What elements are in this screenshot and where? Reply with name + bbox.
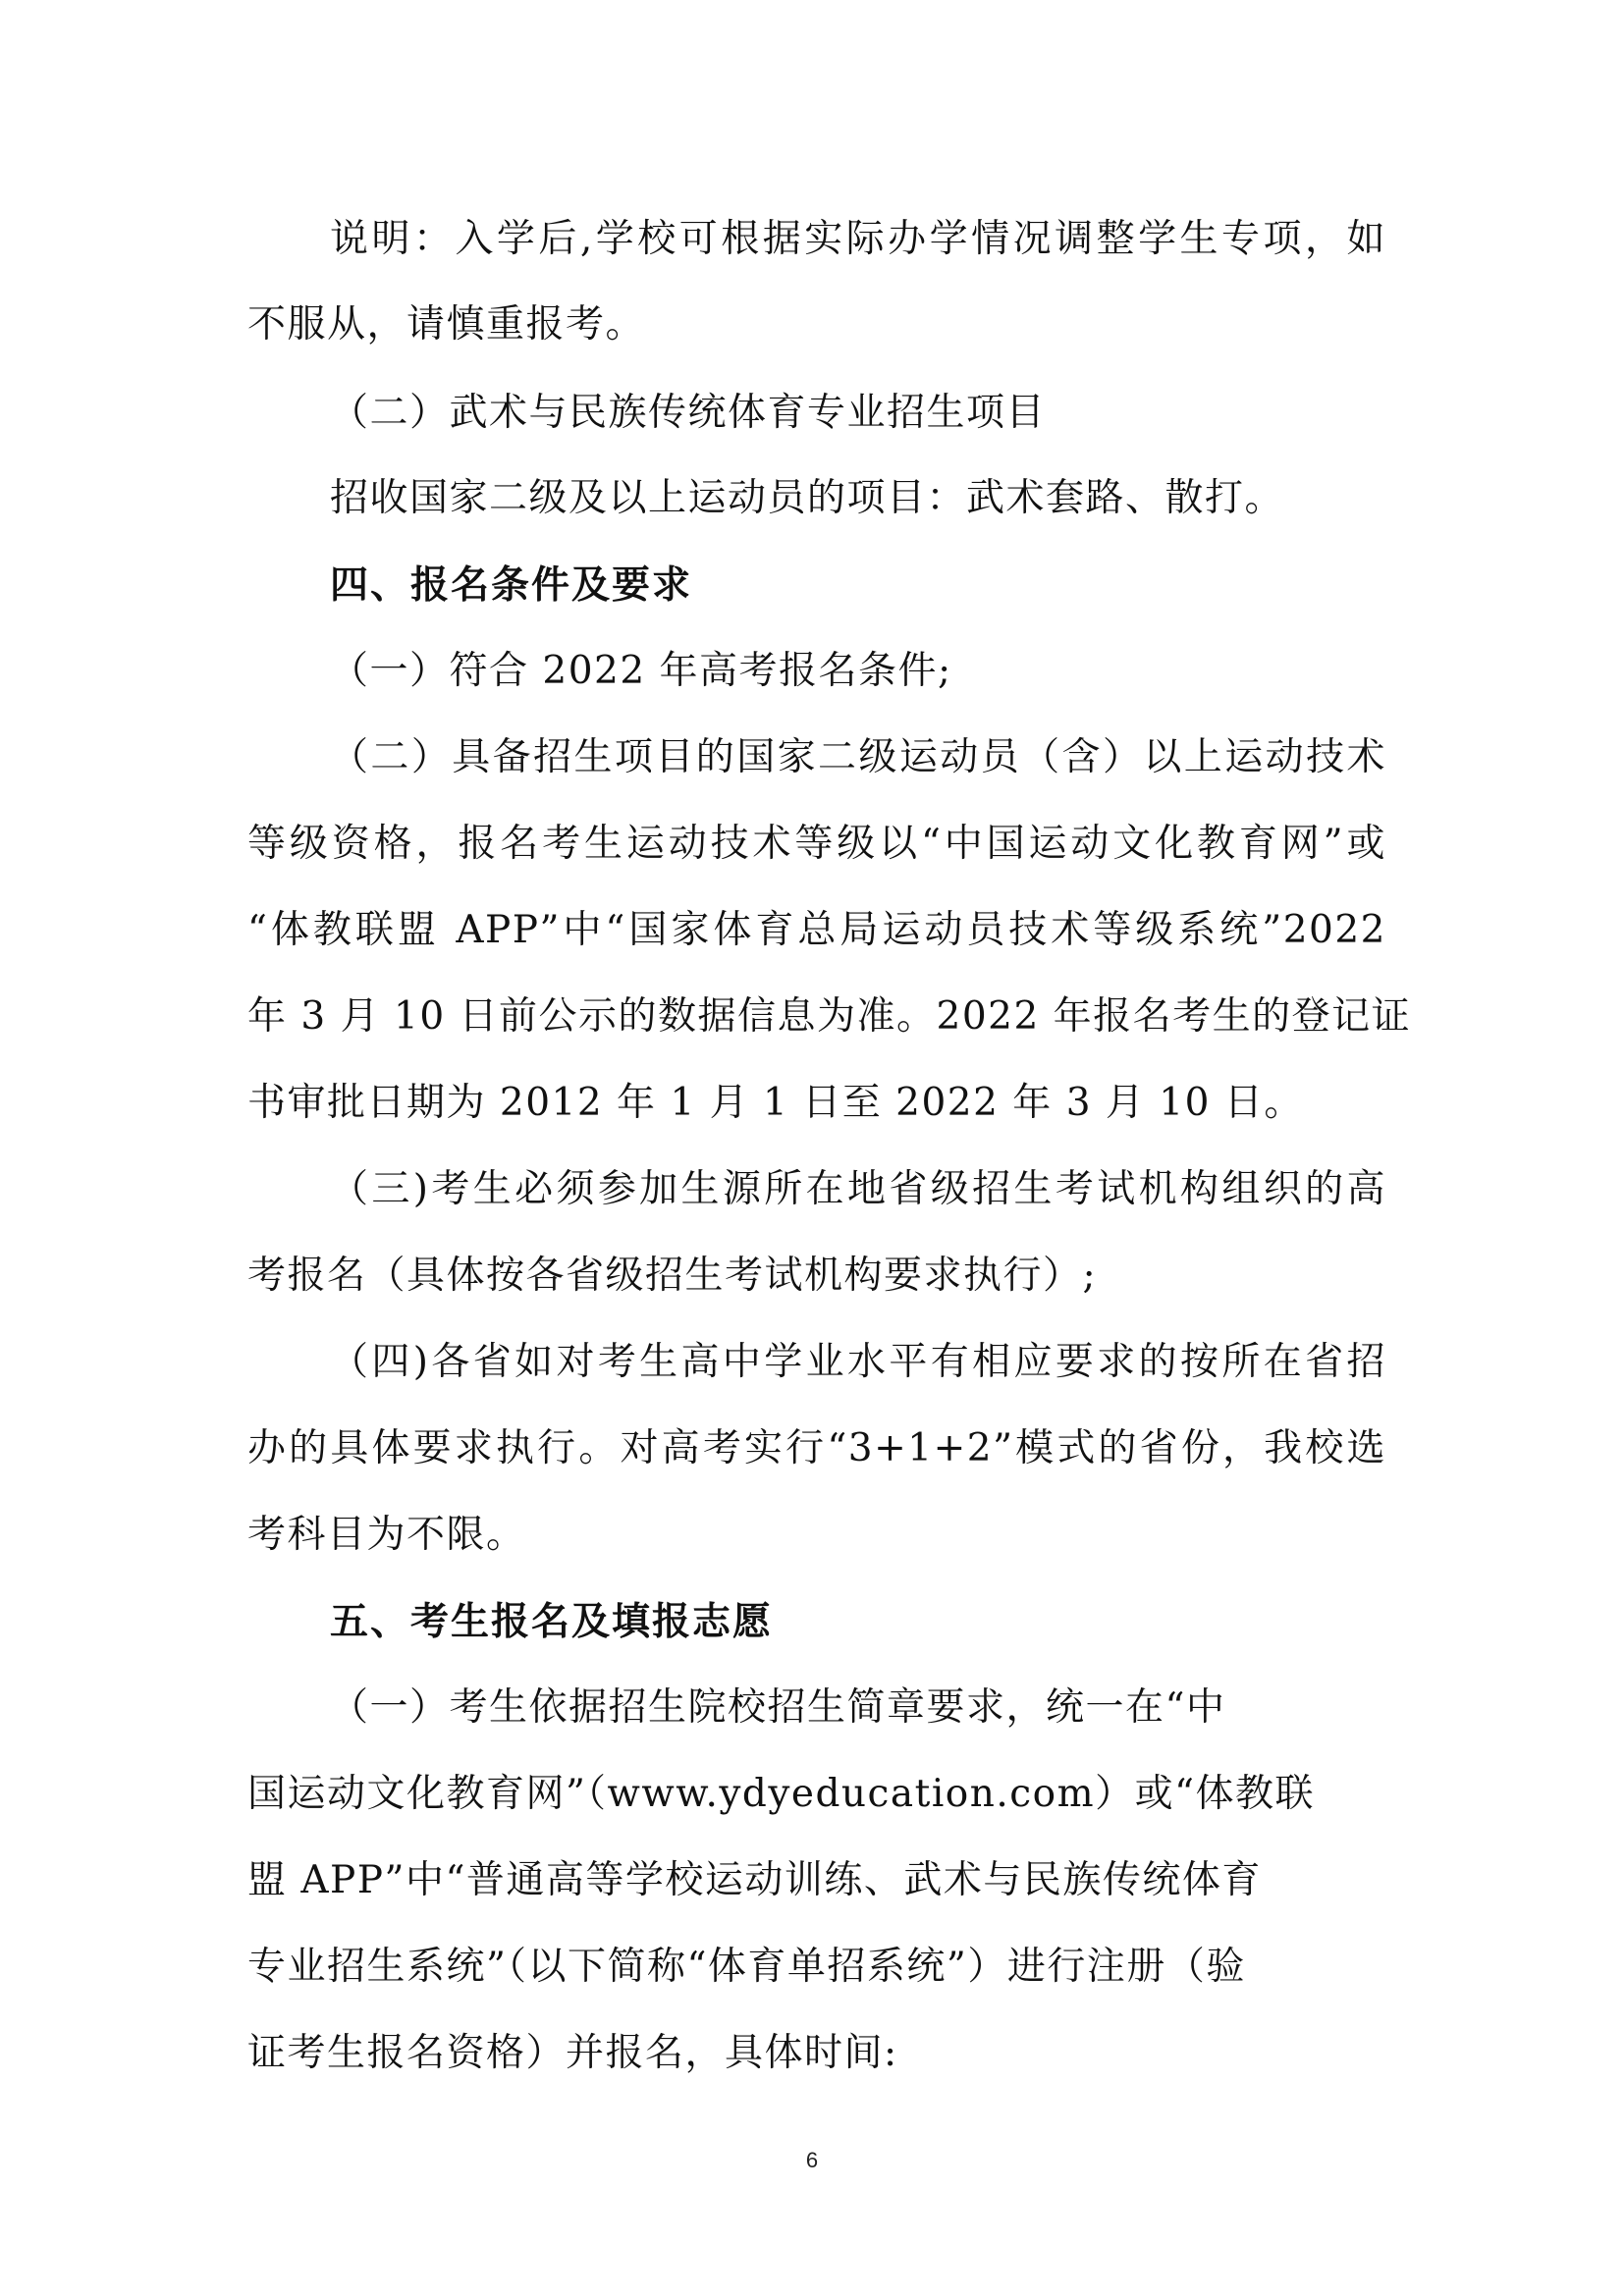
paragraph-line: （二）具备招生项目的国家二级运动员（含）以上运动技术 <box>330 735 1386 779</box>
paragraph-line: 招收国家二级及以上运动员的项目：武术套路、散打。 <box>330 476 1285 520</box>
paragraph-line: （三)考生必须参加生源所在地省级招生考试机构组织的高 <box>330 1167 1386 1211</box>
paragraph-line: （四)各省如对考生高中学业水平有相应要求的按所在省招 <box>330 1340 1386 1384</box>
paragraph-line: 国运动文化教育网”（www.ydyeducation.com）或“体教联 <box>247 1772 1316 1816</box>
paragraph-line: 考报名（具体按各省级招生考试机构要求执行）; <box>247 1254 1098 1298</box>
paragraph-line: （一）符合 2022 年高考报名条件; <box>330 649 952 693</box>
paragraph-line: 考科目为不限。 <box>247 1513 526 1557</box>
section-heading: 四、报名条件及要求 <box>330 562 693 608</box>
section-heading: 五、考生报名及填报志愿 <box>330 1599 774 1644</box>
paragraph-line: 书审批日期为 2012 年 1 月 1 日至 2022 年 3 月 10 日。 <box>247 1081 1304 1125</box>
paragraph-line: 不服从，请慎重报考。 <box>247 302 646 347</box>
paragraph-line: （一）考生依据招生院校招生简章要求，统一在“中 <box>330 1685 1226 1730</box>
paragraph-line: 盟 APP”中“普通高等学校运动训练、武术与民族传统体育 <box>247 1858 1262 1902</box>
paragraph-line: 办的具体要求执行。对高考实行“3+1+2”模式的省份，我校选 <box>247 1426 1386 1470</box>
paragraph-line: “体教联盟 APP”中“国家体育总局运动员技术等级系统”2022 <box>247 908 1386 952</box>
paragraph-line: 专业招生系统”（以下简称“体育单招系统”）进行注册（验 <box>247 1945 1246 1989</box>
paragraph-line: 等级资格，报名考生运动技术等级以“中国运动文化教育网”或 <box>247 822 1386 866</box>
paragraph-line: 说明：入学后,学校可根据实际办学情况调整学生专项，如 <box>330 217 1386 261</box>
paragraph-line: 年 3 月 10 日前公示的数据信息为准。2022 年报名考生的登记证 <box>247 994 1412 1039</box>
page-number: 6 <box>805 2148 819 2172</box>
paragraph-line: 证考生报名资格）并报名，具体时间: <box>247 2031 898 2075</box>
section-subheading: （二）武术与民族传统体育专业招生项目 <box>330 391 1047 435</box>
